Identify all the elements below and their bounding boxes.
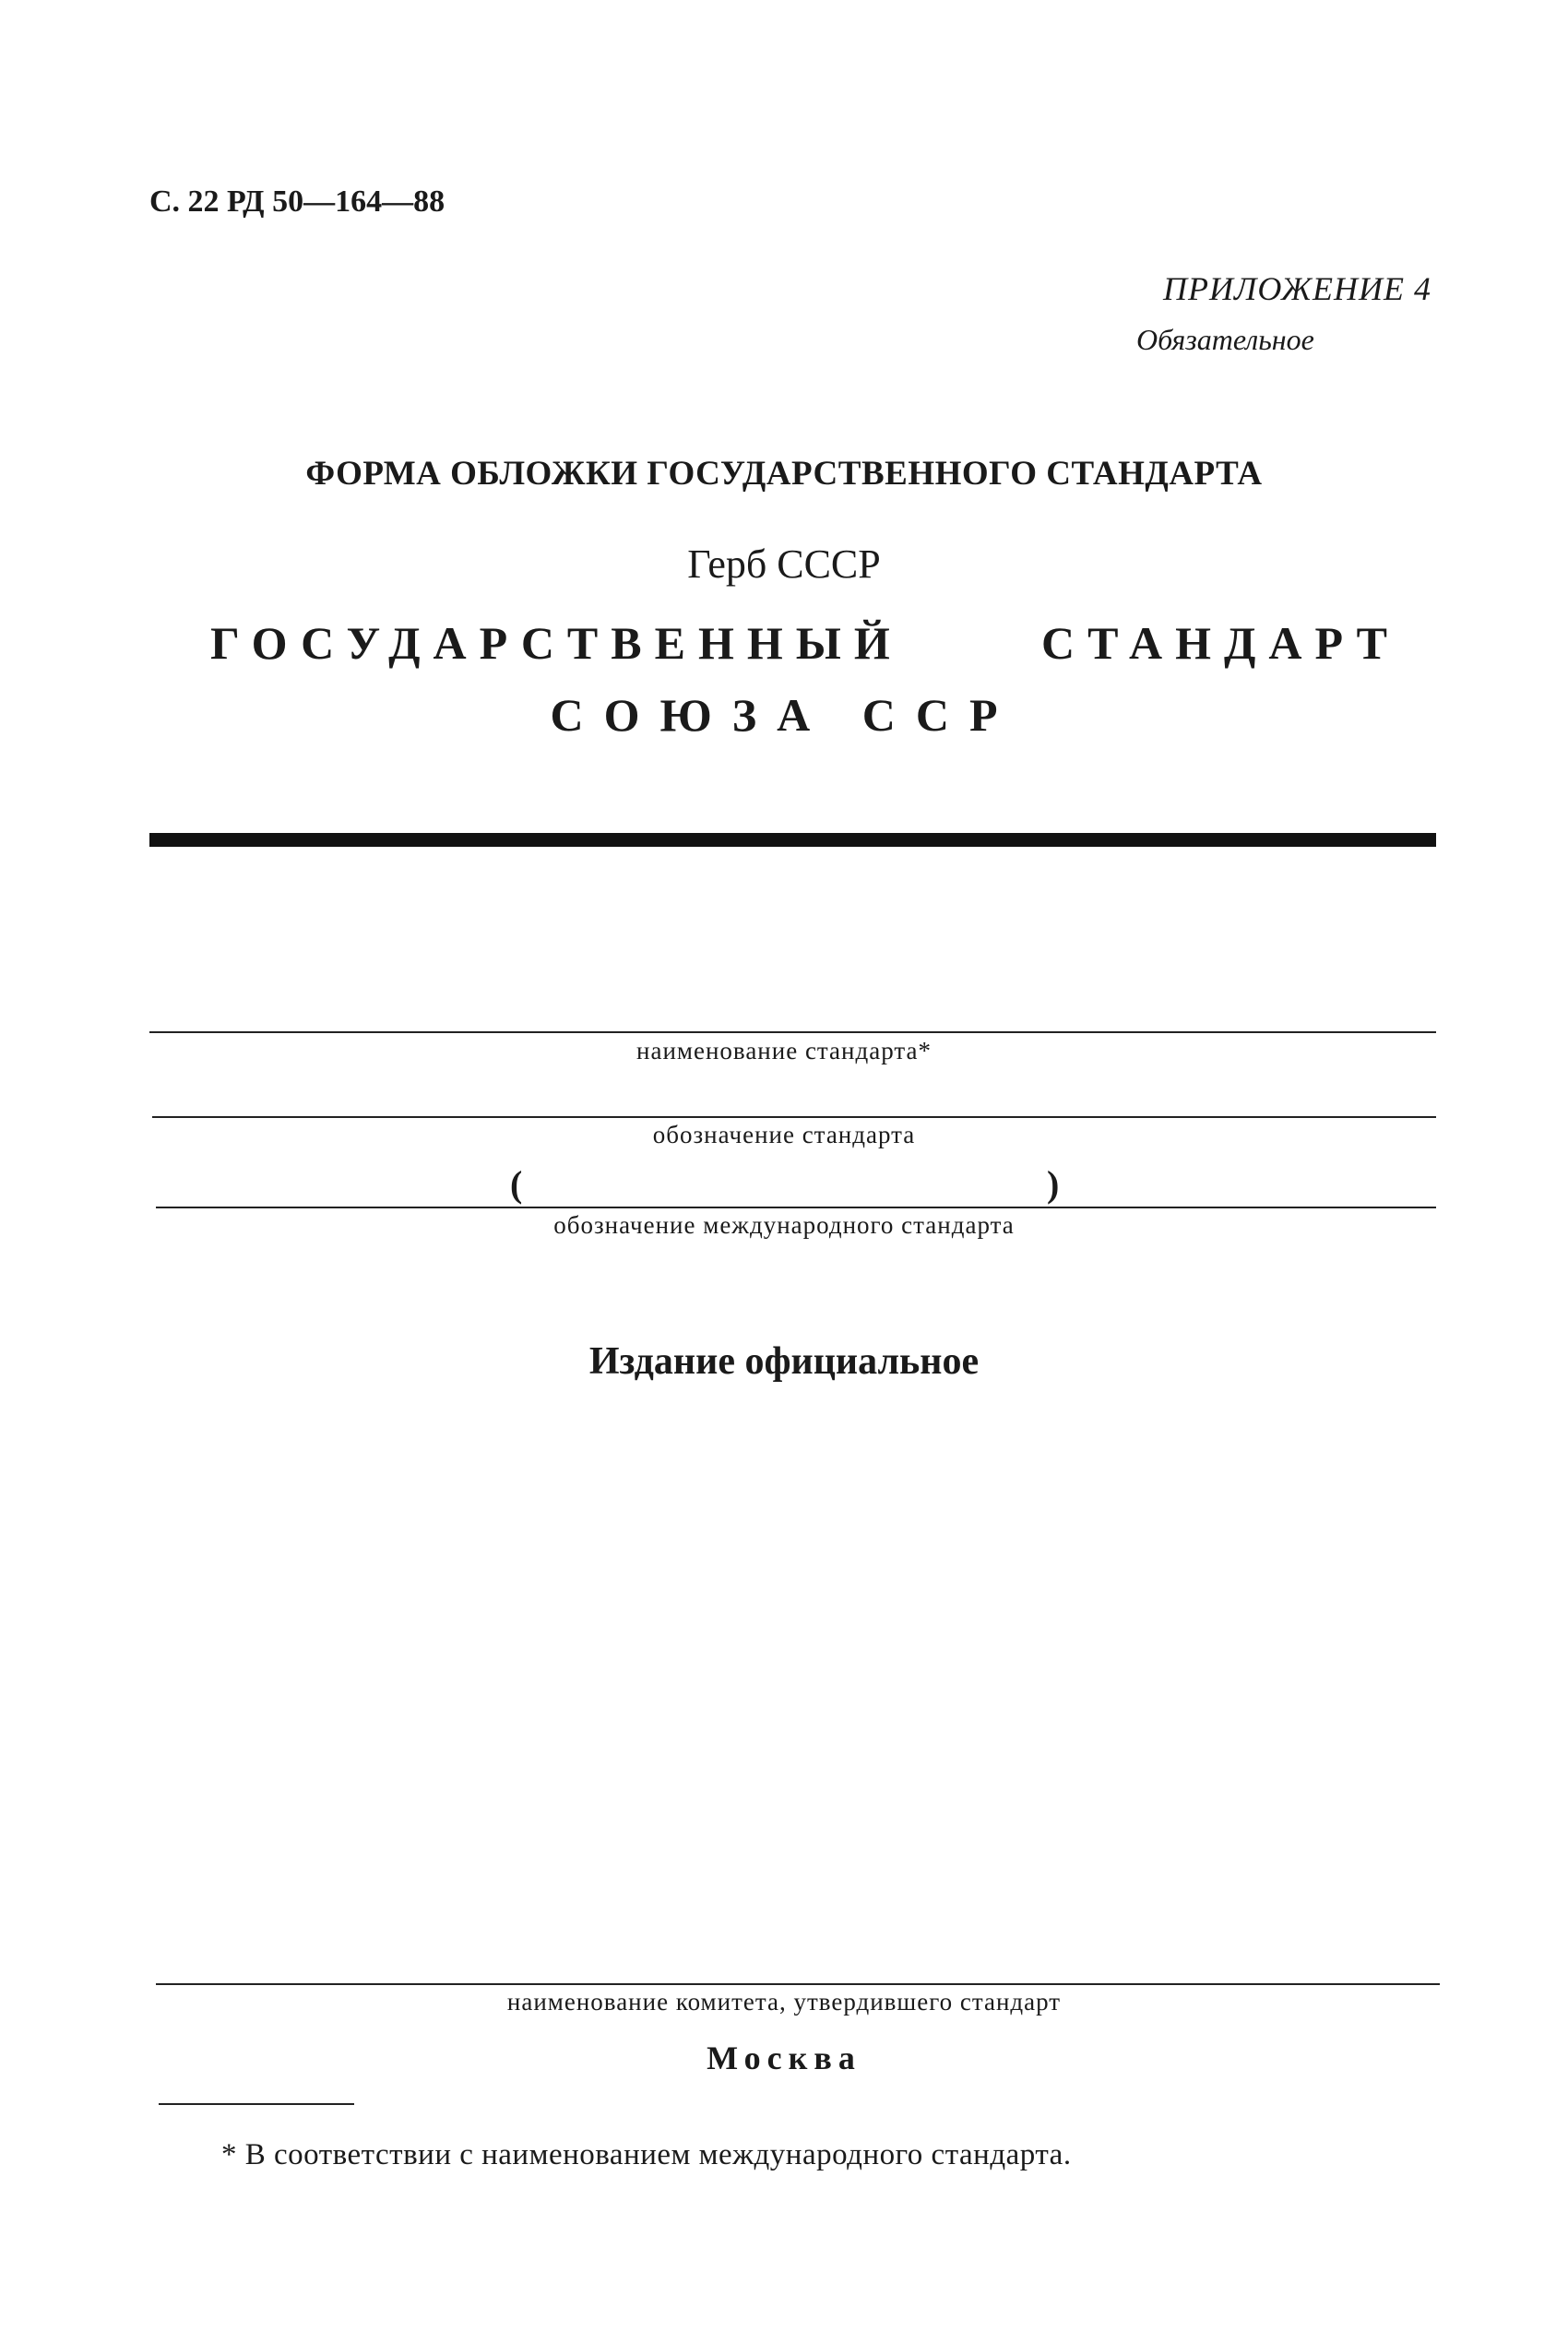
edition-label: Издание официальное xyxy=(588,1340,980,1383)
emblem-placeholder: Герб СССР xyxy=(687,541,881,587)
appendix-label: ПРИЛОЖЕНИЕ 4 xyxy=(1163,270,1431,307)
standard-designation-caption: обозначение стандарта xyxy=(652,1121,916,1148)
appendix-status: Обязательное xyxy=(1136,323,1314,356)
standard-name-line xyxy=(149,1031,1436,1033)
thick-divider xyxy=(149,833,1436,847)
committee-line xyxy=(156,1983,1440,1985)
paren-close: ) xyxy=(1047,1163,1060,1205)
paren-open: ( xyxy=(510,1163,523,1205)
standard-subtitle: СОЮЗА ССР xyxy=(550,689,1018,741)
page-header: С. 22 РД 50—164—88 xyxy=(149,184,445,219)
standard-name-caption: наименование стандарта* xyxy=(636,1037,932,1064)
city-label: Москва xyxy=(707,2040,861,2076)
form-title: ФОРМА ОБЛОЖКИ ГОСУДАРСТВЕННОГО СТАНДАРТА xyxy=(305,455,1263,493)
standard-title: ГОСУДАРСТВЕННЫЙ СТАНДАРТ xyxy=(210,617,1400,669)
standard-designation-line xyxy=(152,1116,1436,1118)
international-designation-caption: обозначение международного стандарта xyxy=(553,1211,1015,1239)
footnote-separator xyxy=(159,2103,354,2105)
international-designation-line xyxy=(156,1207,1436,1208)
footnote: * В соответствии с наименованием международного стандарта. xyxy=(221,2138,1072,2171)
committee-caption: наименование комитета, утвердившего стандарт xyxy=(506,1988,1062,2016)
